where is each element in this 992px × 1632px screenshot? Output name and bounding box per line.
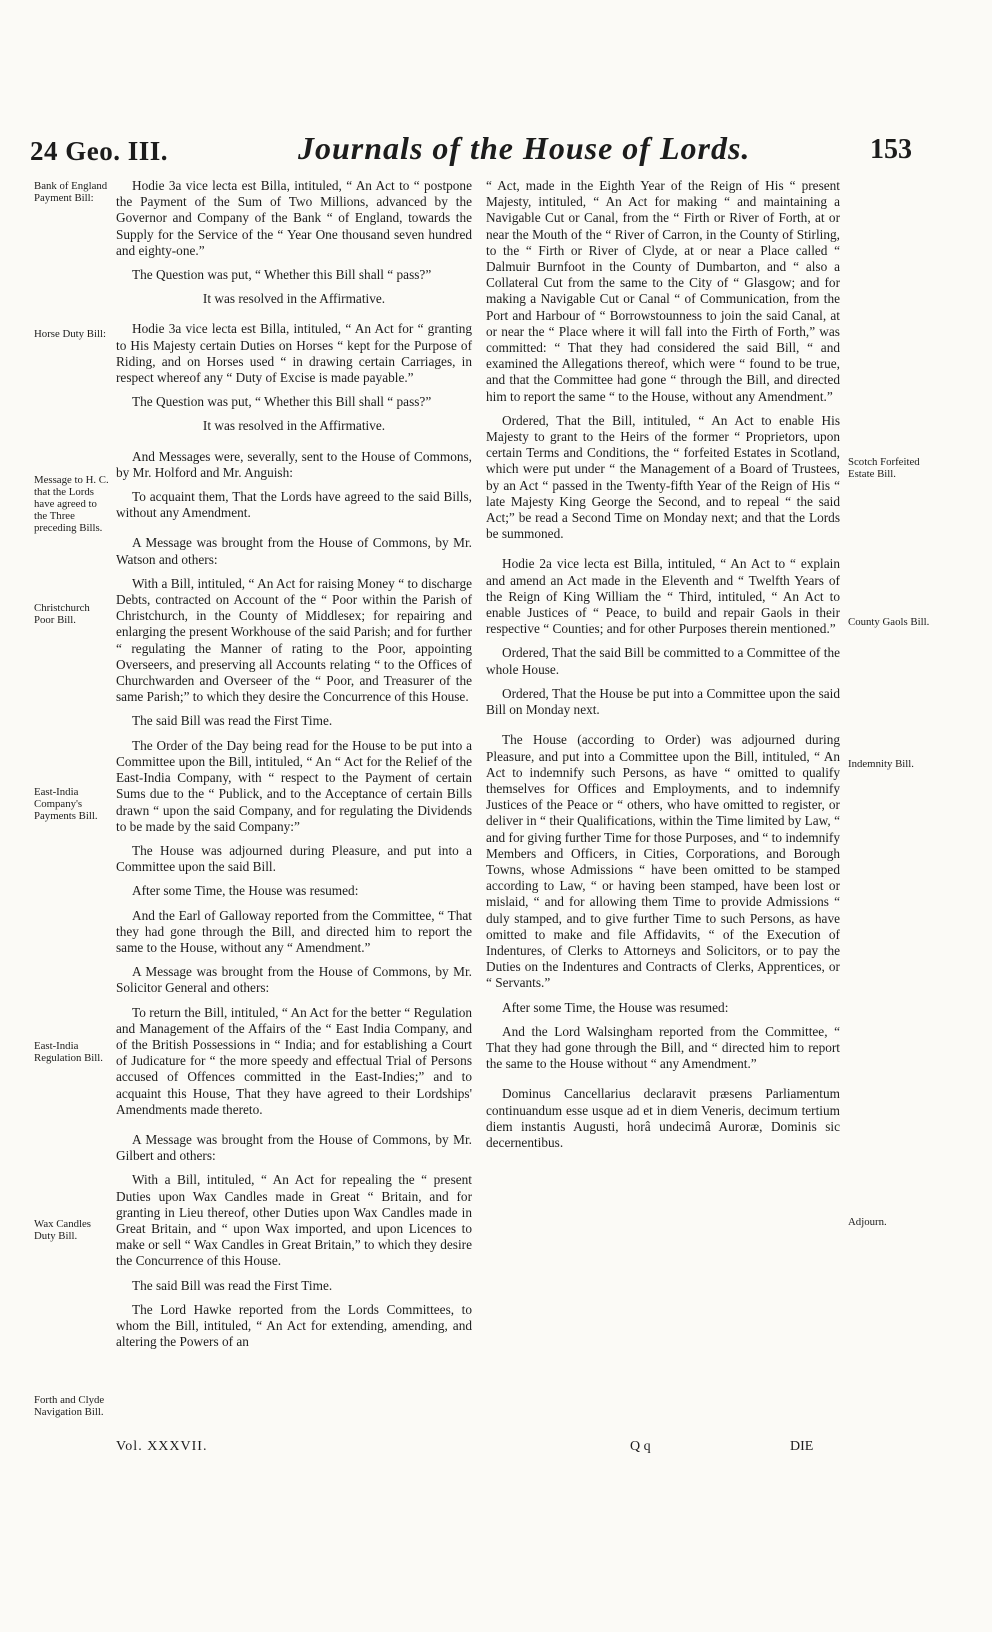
margin-note-horse-duty: Horse Duty Bill: — [34, 328, 106, 340]
paragraph: Ordered, That the Bill, intituled, “ An Act to enable His Majesty to grant to the Heirs of the former “ Proprietors, upon certain Terms and Conditions, the “ forfeited Estates in Scotland, which were put under “ the Management of a Board of Trustees, by an Act “ passed in the Twenty-fifth Year of the Reign of His “ late Majesty King George the Second, and to repeal “ the said Act;” be read a Second Time on Monday next; and that the Lords be summoned. — [486, 412, 840, 542]
paragraph: To acquaint them, That the Lords have agreed to the said Bills, without any Amendment. — [116, 489, 472, 521]
paragraph: The House was adjourned during Pleasure, and put into a Committee upon the said Bill. — [116, 842, 472, 875]
margin-note-forth-clyde: Forth and Clyde Navigation Bill. — [34, 1394, 105, 1418]
paragraph: Hodie 2a vice lecta est Billa, intituled, “ An Act to “ explain and amend an Act made in the Eleventh and “ Twelfth Years of the Reign of King William the “ Third, intituled, “ An Act to enable Justices of “ Peace, to build and repair Gaols in their respective “ Counties; and for other Purposes therein mentioned.” — [486, 556, 840, 637]
page-header — [30, 128, 930, 172]
paragraph: “ Act, made in the Eighth Year of the Reign of His “ present Majesty, intituled, “ An Act for making “ and maintaining a Navigable Cut or Canal, from the “ Firth or River of Forth, at or near the Mouth of the “ River of Carron, in the County of Stirling, to the “ Firth or River of Clyde, at or near a Place called “ Dalmuir Burnfoot in the County of Dumbarton, and “ also a Collateral Cut from the same to the City of “ Glasgow; and for making a Navigable Cut or Canal “ of Communication, from the Port and Harbour of “ Borrowstounness to join the said Canal, at or near the “ Place where it will fall into the Firth of Forth,” was committed: “ That they had considered the said Bill, “ and examined the Allegations thereof, which were “ found to be true, and that the Committee had gone “ through the Bill, and directed him to report the same “ to the House, without any Amendment.” — [486, 178, 840, 404]
paragraph: After some Time, the House was resumed: — [502, 999, 729, 1015]
paragraph: The Question was put, “ Whether this Bill shall “ pass?” — [132, 267, 432, 283]
paragraph: The Lord Hawke reported from the Lords Committees, to whom the Bill, intituled, “ An Act for extending, amending, and altering the Powers of an — [116, 1301, 472, 1350]
signature-mark: Q q — [630, 1439, 651, 1454]
paragraph: With a Bill, intituled, “ An Act for repealing the “ present Duties upon Wax Candles made in Great “ Britain, and for granting in Lieu thereof, other Duties upon Wax Candles made in Great Britain, and “ upon Wax imported, and upon Licences to make or sell “ Wax Candles in Great Britain,” to which they desire the Concurrence of this House. — [116, 1172, 472, 1269]
page-footer — [0, 1439, 992, 1469]
paragraph: Hodie 3a vice lecta est Billa, intituled, “ An Act to “ postpone the Payment of the Sum of Two Millions, advanced by the Governor and Company of the Bank “ of England, towards the Supply for the Service of the “ Year One thousand seven hundred and eighty-one.” — [116, 178, 472, 258]
margin-note-scotch-estate: Scotch Forfeited Estate Bill. — [848, 456, 920, 480]
page-number: 153 — [870, 134, 912, 165]
margin-note-adjourn: Adjourn. — [848, 1216, 887, 1228]
paragraph: Hodie 3a vice lecta est Billa, intituled, “ An Act for “ granting to His Majesty certain Duties on Horses “ kept for the Purpose of Riding, and on Horses used “ in drawing certain Carriages, in respect whereof any “ Duty of Excise is made payable.” — [116, 321, 472, 386]
paragraph: To return the Bill, intituled, “ An Act for the better “ Regulation and Management of the Affairs of the “ East India Company, and of the British Possessions in “ India; and for establishing a Court of Judicature for “ the more speedy and effectual Trial of Persons accused of Offences committed in the East-Indies;” and to acquaint this House, That they have agreed to their Lordships' Amendments made thereto. — [116, 1004, 472, 1117]
paragraph: The said Bill was read the First Time. — [132, 1277, 333, 1293]
paragraph: And the Earl of Galloway reported from the Committee, “ That they had gone through the Bill, and directed him to report the same to the House, without any “ Amendment.” — [116, 907, 472, 955]
paragraph: The House (according to Order) was adjourned during Pleasure, and put into a Committee upon the Bill, intituled, “ An Act to indemnify such Persons, as have “ omitted to qualify themselves for Offices and Employments, and to indemnify Justices of the Peace or “ others, who have omitted to register, or deliver in “ their Qualifications, within the Time limited by Law, “ and for giving further Time for those Purposes, and “ to indemnify Members and Officers, in Cities, Corporations, and Borough Towns, whose Admissions “ have been omitted to be stamped according to Law, “ or having been stamped, have been lost or mislaid, “ and for allowing them Time to provide Admissions “ duly stamped, and to give further Time to such Persons, as have omitted to make and file Affidavits, “ of the Execution of Indentures, of Clerks to Attorneys and Solicitors, or to pay the Duties on the Indentures and Contracts of Clerks, Apprentices, or “ Servants.” — [486, 732, 840, 991]
paragraph: It was resolved in the Affirmative. — [202, 418, 386, 434]
margin-note-wax-candles: Wax Candles Duty Bill. — [34, 1218, 91, 1242]
paragraph: And the Lord Walsingham reported from the Committee, “ That they had gone through the Bill, and “ directed him to report the same to the House without “ any Amendment.” — [486, 1023, 840, 1072]
margin-note-indemnity: Indemnity Bill. — [848, 758, 914, 770]
regnal-year: 24 Geo. III. — [30, 136, 169, 166]
paragraph: Ordered, That the said Bill be committed to a Committee of the whole House. — [486, 645, 840, 677]
paragraph: Dominus Cancellarius declaravit præsens Parliamentum continuandum esse usque ad et in diem Veneris, decimum tertium diem instantis Augusti, horâ undecimâ Auroræ, Dominis sic decernentibus. — [486, 1086, 840, 1150]
paragraph: And Messages were, severally, sent to the House of Commons, by Mr. Holford and Mr. Anguish: — [116, 448, 472, 480]
paragraph: The Question was put, “ Whether this Bill shall “ pass?” — [132, 394, 432, 410]
paragraph: Ordered, That the House be put into a Committee upon the said Bill on Monday next. — [486, 685, 840, 718]
paragraph: The said Bill was read the First Time. — [132, 713, 333, 729]
paragraph: The Order of the Day being read for the House to be put into a Committee upon the Bill, intituled, “ An “ Act for the Relief of the East-India Company, with “ respect to the Payment of certain Sums due to the “ Publick, and to the Acceptance of certain Bills drawn “ upon the said Company, and for regulating the Dividends to be made by the said Company:” — [116, 737, 472, 834]
margin-note-message-to-commons: Message to H. C. that the Lords have agreed to the Three preceding Bills. — [34, 474, 109, 534]
right-column — [486, 178, 840, 1159]
left-column — [116, 178, 472, 1358]
margin-note-east-india-regulation: East-India Regulation Bill. — [34, 1040, 103, 1064]
paragraph: A Message was brought from the House of Commons, by Mr. Watson and others: — [116, 535, 472, 567]
margin-note-bank-of-england: Bank of England Payment Bill: — [34, 180, 108, 204]
margin-note-county-gaols: County Gaols Bill. — [848, 616, 930, 628]
margin-note-east-india-payments: East-India Company's Payments Bill. — [34, 786, 98, 822]
catchword: DIE — [790, 1439, 814, 1454]
volume-number: Vol. XXXVII. — [116, 1439, 208, 1454]
margin-note-christchurch-poor: Christchurch Poor Bill. — [34, 602, 90, 626]
paragraph: A Message was brought from the House of Commons, by Mr. Gilbert and others: — [116, 1131, 472, 1164]
journal-title: Journals of the House of Lords. — [298, 130, 751, 166]
paragraph: With a Bill, intituled, “ An Act for raising Money “ to discharge Debts, contracted on Account of the “ Poor within the Parish of Christchurch, in the County of Middlesex; for repairing and enlarging the present Workhouse of the said Parish; and for further “ regulating the Manner of rating to the Poor, appointing Overseers, and preserving all Accounts relating “ to the Offices of Churchwarden and Overseer of the “ Poor, and Treasurer of the same Parish;” to which they desire the Concurrence of this House. — [116, 575, 472, 705]
paragraph: After some Time, the House was resumed: — [132, 883, 359, 899]
paragraph: It was resolved in the Affirmative. — [202, 291, 386, 307]
paragraph: A Message was brought from the House of Commons, by Mr. Solicitor General and others: — [116, 964, 472, 996]
